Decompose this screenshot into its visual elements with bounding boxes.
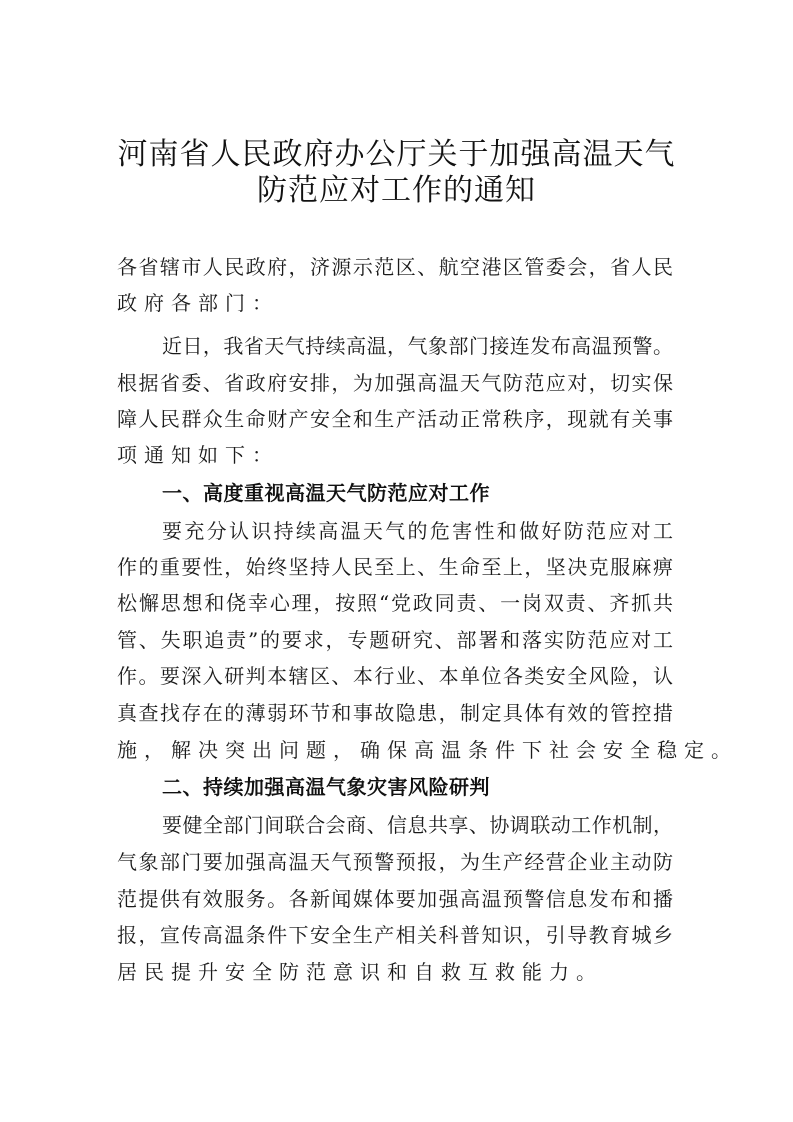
section-2-heading: 二、持续加强高温气象灾害风险研判 <box>162 775 490 799</box>
section-2-line-4: 报，宣传高温条件下安全生产相关科普知识，引导教育城乡 <box>117 923 673 947</box>
document-title-line-1: 河南省人民政府办公厅关于加强高温天气 <box>117 137 676 172</box>
document-title-line-2: 防范应对工作的通知 <box>257 173 536 208</box>
section-2-line-1: 要健全部门间联合会商、信息共享、协调联动工作机制， <box>162 813 673 837</box>
section-1-heading: 一、高度重视高温天气防范应对工作 <box>162 481 490 505</box>
intro-line-4: 项通知如下： <box>117 443 279 467</box>
intro-line-3: 障人民群众生命财产安全和生产活动正常秩序，现就有关事 <box>117 407 673 431</box>
section-2-line-3: 范提供有效服务。各新闻媒体要加强高温预警信息发布和播 <box>117 887 673 911</box>
section-1-line-5: 作。要深入研判本辖区、本行业、本单位各类安全风险，认 <box>117 664 673 688</box>
section-1-line-7: 施，解决突出问题，确保高温条件下社会安全稳定。 <box>117 738 738 762</box>
section-1-line-4: 管、失职追责”的要求，专题研究、部署和落实防范应对工 <box>117 628 673 652</box>
intro-line-1: 近日，我省天气持续高温，气象部门接连发布高温预警。 <box>162 334 673 358</box>
section-1-line-2: 作的重要性，始终坚持人民至上、生命至上，坚决克服麻痹 <box>117 555 673 579</box>
section-1-line-3: 松懈思想和侥幸心理，按照“党政同责、一岗双责、齐抓共 <box>117 591 673 615</box>
section-2-line-2: 气象部门要加强高温天气预警预报，为生产经营企业主动防 <box>117 850 673 874</box>
salutation-line-2: 政府各部门： <box>117 291 279 315</box>
intro-line-2: 根据省委、省政府安排，为加强高温天气防范应对，切实保 <box>117 371 673 395</box>
salutation-line-1: 各省辖市人民政府，济源示范区、航空港区管委会，省人民 <box>117 255 673 279</box>
section-2-line-5: 居民提升安全防范意识和自救互救能力。 <box>117 960 603 984</box>
section-1-line-1: 要充分认识持续高温天气的危害性和做好防范应对工 <box>162 519 673 543</box>
section-1-line-6: 真查找存在的薄弱环节和事故隐患，制定具体有效的管控措 <box>117 701 673 725</box>
